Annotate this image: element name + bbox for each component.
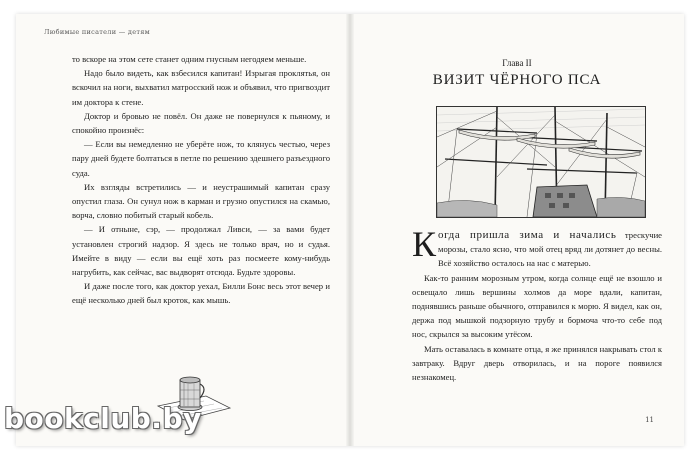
drop-cap: К: [412, 224, 437, 264]
paragraph: Доктор и бровью не повёл. Он даже не повернулся к пьяному, и спокойно произнёс:: [72, 110, 330, 136]
left-page: [16, 14, 350, 446]
right-page: [350, 14, 684, 446]
first-paragraph: [412, 224, 662, 271]
paragraph: то вскоре на этом сете станет одним гнусным негодяем меньше.: [72, 54, 307, 64]
chapter-title: ВИЗИТ ЧЁРНОГО ПСА: [432, 72, 602, 88]
running-head: Любимые писатели — детям: [44, 28, 150, 36]
paragraph: Их взгляды встретились — и неустрашимый капитан сразу опустил глаза. Он сунул нож в карман и грузно опустился на скамью, ворча, словно побитый старый кобель.: [72, 181, 330, 221]
paragraph: — И отныне, сэр, — продолжал Ливси, — за вами будет установлен строгий надзор. Я здесь не только врач, но и судья. Имейте в виду — если вы ещё хоть раз посмеете кому-нибудь нагрубить, как сейчас, вас выдворят отсюда. Будьте здоровы.: [72, 224, 330, 278]
book-spread: [16, 14, 684, 446]
lead-smallcaps: огда пришла зима и начались: [438, 229, 617, 241]
first-paragraph-rest: трескучие морозы, стало ясно, что мой отец вряд ли дотянет до весны. Всё хозяйство осталось на нас с матерью.: [438, 230, 662, 269]
paragraph: Мать оставалась в комнате отца, я же принялся накрывать стол к завтраку. Вдруг дверь отворилась, и на пороге появился незнакомец.: [412, 343, 662, 383]
right-page-text: [412, 224, 662, 384]
paragraph: Надо было видеть, как взбесился капитан! Изрыгая проклятья, он вскочил на ноги, выхватил матросский нож и объявил, что пригвоздит им доктора к стене.: [72, 68, 330, 107]
chapter-label: Глава II: [502, 58, 532, 68]
paragraph: Как-то ранним морозным утром, когда солнце ещё не взошло и освещало лишь вершины холмов да море вдали, капитан, поднявшись раньше обычного, отправился к морю. Я видел, как он, держа под мышкой подзорную трубу и бормоча что-то себе под нос, скрылся за высоким утёсом.: [412, 272, 662, 340]
paragraph: И даже после того, как доктор уехал, Билли Бонс весь этот вечер и ещё несколько дней был кроток, как мышь.: [72, 281, 330, 306]
paragraph: — Если вы немедленно не уберёте нож, то клянусь честью, через пару дней будете болтаться в петле по решению здешнего разъездного суда.: [72, 139, 330, 178]
bookclub-watermark: bookclub.by: [4, 402, 202, 435]
ship-rigging-illustration: [436, 106, 646, 218]
left-page-text: [72, 52, 330, 308]
page-number: 11: [645, 416, 654, 424]
